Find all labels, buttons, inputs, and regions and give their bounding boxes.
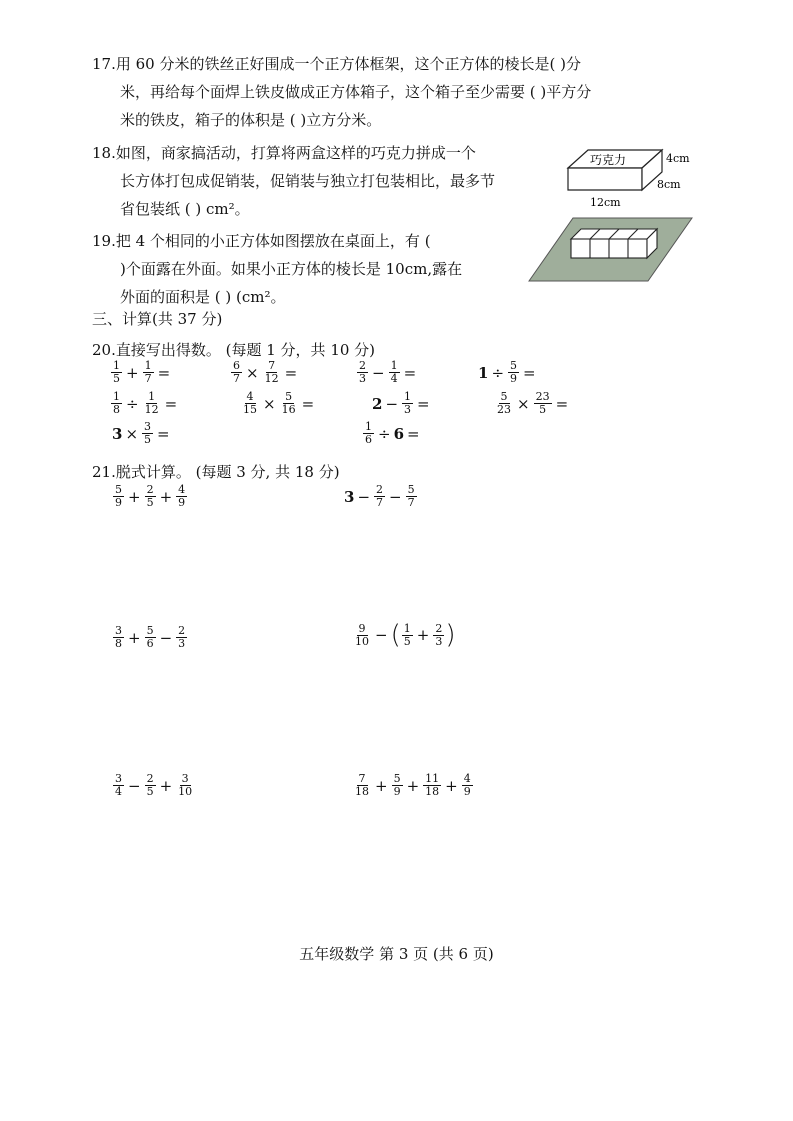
q21-item-5: $\frac{3}{4}$ − $\frac{2}{5}$ + $\frac{3}{10}$ [115,772,193,798]
q19-line1: 19.把 4 个相同的小正方体如图摆放在桌面上，有 ( [92,232,431,250]
q19-line3: 外面的面积是 ( ) (cm²。 [120,288,286,306]
q20-item-8: $\frac{5}{23}$ × $\frac{23}{5}$ = [497,390,569,416]
dim-width: 8cm [657,178,681,191]
q20-item-10: $\frac{1}{6}$ ÷ 6 = [365,420,420,446]
q21-item-1: $\frac{5}{9}$ + $\frac{2}{5}$ + $\frac{4}{9}$ [115,483,186,509]
q21-title: 21.脱式计算。 (每题 3 分, 共 18 分) [92,463,340,481]
q20-item-7: 2 − $\frac{1}{3}$ = [372,390,430,416]
q20-item-1: $\frac{1}{5}$ + $\frac{1}{7}$ = [113,359,171,385]
q20-item-4: 1 ÷ $\frac{5}{9}$ = [478,359,536,385]
cubes-on-table-figure [528,216,693,284]
q18-line1: 18.如图，商家搞活动，打算将两盒这样的巧克力拼成一个 [92,144,476,162]
q20-item-3: $\frac{2}{3}$ − $\frac{1}{4}$ = [359,359,417,385]
q17-line2: 米，再给每个面焊上铁皮做成正方体箱子，这个箱子至少需要 ( )平方分 [120,83,592,101]
q21-item-3: $\frac{3}{8}$ + $\frac{5}{6}$ − $\frac{2}{3}$ [115,624,186,650]
q19-line2: )个面露在外面。如果小正方体的棱长是 10cm,露在 [120,260,463,278]
q20-item-5: $\frac{1}{8}$ ÷ $\frac{1}{12}$ = [113,390,178,416]
q20-item-2: $\frac{6}{7}$ × $\frac{7}{12}$ = [233,359,298,385]
q20-item-6: $\frac{4}{15}$ × $\frac{5}{16}$ = [243,390,315,416]
q20-title: 20.直接写出得数。 (每题 1 分，共 10 分) [92,341,376,359]
q17-line3: 米的铁皮，箱子的体积是 ( )立方分米。 [120,111,382,129]
q21-item-4: $\frac{9}{10}$ − ( $\frac{1}{5}$ + $\frac{2}{3}$ ) [355,620,456,650]
chocolate-box-figure [560,140,710,210]
box-label: 巧克力 [590,153,627,167]
page-footer: 五年级数学 第 3 页 (共 6 页) [299,945,494,963]
q21-item-2: 3 − $\frac{2}{7}$ − $\frac{5}{7}$ [344,483,415,509]
q18-line3: 省包装纸 ( ) cm²。 [120,200,250,218]
dim-length: 12cm [590,196,621,209]
section-3-title: 三、计算(共 37 分) [92,310,223,328]
q18-line2: 长方体打包成促销装，促销装与独立打包装相比，最多节 [120,172,496,190]
q21-item-6: $\frac{7}{18}$ + $\frac{5}{9}$ + $\frac{11}{18}$ + $\frac{4}{9}$ [355,772,471,798]
q20-item-9: 3 × $\frac{3}{5}$ = [112,420,170,446]
dim-height: 4cm [666,152,690,165]
q17-line1: 17.用 60 分米的铁丝正好围成一个正方体框架，这个正方体的棱长是( )分 [92,55,581,73]
